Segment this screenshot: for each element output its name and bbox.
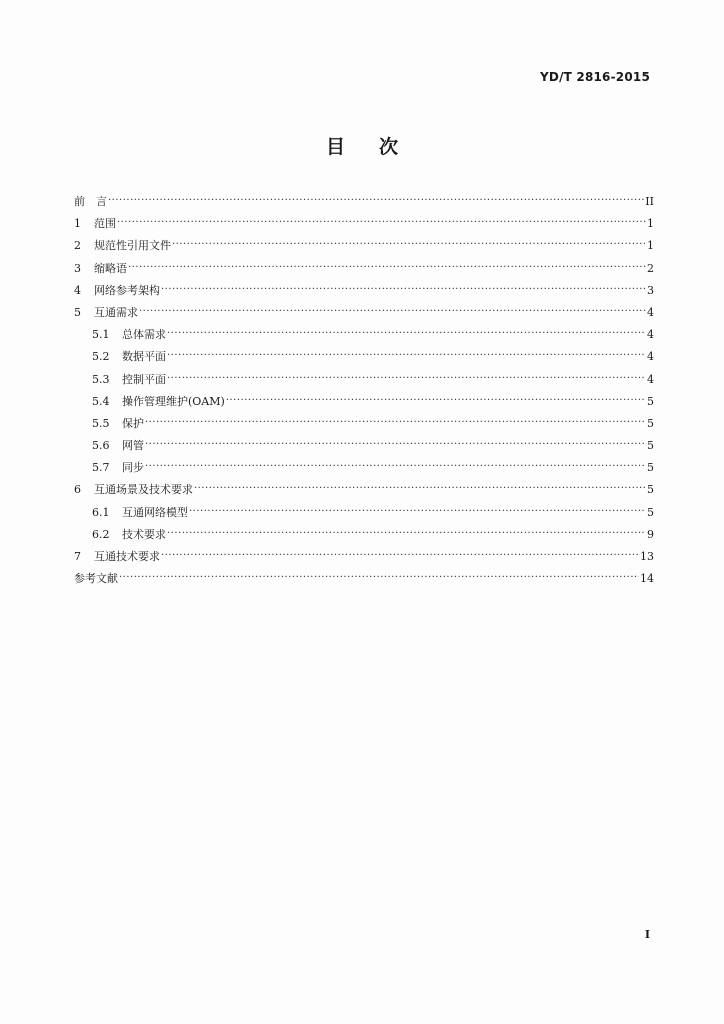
toc-entry-label: 互通场景及技术要求 [94,483,193,497]
toc-entry-page: 4 [647,305,654,319]
toc-entry[interactable] [74,215,654,237]
toc-entry-page: 5 [647,416,654,430]
toc-entry-page: 5 [647,394,654,408]
toc-entry[interactable] [74,437,654,459]
toc-entry-number: 5.1 [92,328,110,342]
toc-entry-label: 参考文献 [74,572,118,586]
dot-leader [139,304,646,316]
toc-entry-label: 互通技术要求 [94,550,160,563]
toc-entry[interactable] [74,326,654,348]
toc-entry-label: 网络参考架构 [94,283,160,297]
toc-entry-page: 5 [647,461,654,475]
dot-leader [117,215,646,227]
toc-entry-page: 3 [647,283,654,297]
toc-entry-page: 4 [647,372,654,386]
dot-leader [119,570,639,582]
dot-leader [167,348,646,360]
toc-entry-label: 互通网络模型 [122,505,188,519]
toc-entry-label: 范围 [94,217,116,231]
toc-entry-label: 同步 [122,461,144,475]
toc-entry-page: 4 [647,350,654,364]
dot-leader [167,526,646,538]
toc-entry[interactable] [74,348,654,370]
toc-entry[interactable] [74,282,654,304]
toc-entry-label: 前 言 [74,195,107,208]
toc-entry[interactable] [74,459,654,481]
toc-entry-page: 4 [647,328,654,342]
toc-entry-label: 规范性引用文件 [94,239,171,253]
toc-entry-label: 操作管理维护(OAM) [122,394,225,408]
toc-entry-label: 控制平面 [122,372,166,386]
toc-entry-page: 1 [647,239,654,253]
dot-leader [161,282,646,294]
toc-entry-number: 4 [74,283,81,297]
toc-entry[interactable] [74,526,654,548]
toc-entry[interactable] [74,371,654,393]
toc-entry-page: II [645,195,654,208]
toc-entry[interactable] [74,260,654,282]
dot-leader [226,393,646,405]
dot-leader [145,459,646,471]
toc-entry-number: 5.6 [92,439,110,453]
toc-entry-label: 互通需求 [94,305,138,319]
dot-leader [108,193,644,205]
toc-entry-label: 保护 [122,416,144,430]
toc-entry-label: 网管 [122,439,144,453]
dot-leader [161,548,639,560]
toc-entry-number: 6.1 [92,505,110,519]
table-of-contents [74,193,654,592]
page-number: I [644,928,650,941]
dot-leader [145,415,646,427]
dot-leader [189,504,646,516]
toc-entry-number: 1 [74,217,81,231]
toc-entry-number: 5.4 [92,394,110,408]
toc-entry-label: 数据平面 [122,350,166,364]
toc-entry[interactable] [74,393,654,415]
toc-entry-number: 5.5 [92,416,110,430]
toc-entry[interactable] [74,504,654,526]
toc-entry-number: 5.7 [92,461,110,475]
toc-entry[interactable] [74,570,654,592]
toc-entry-page: 5 [647,439,654,453]
toc-title: 目次 [325,136,432,158]
toc-entry-number: 2 [74,239,81,253]
toc-entry-number: 6.2 [92,527,110,541]
toc-entry-number: 6 [74,483,81,497]
dot-leader [172,237,646,249]
toc-entry-page: 14 [640,572,654,586]
dot-leader [128,260,646,272]
toc-entry-page: 5 [647,505,654,519]
toc-entry-number: 5.2 [92,350,110,364]
toc-entry[interactable] [74,415,654,437]
toc-entry[interactable] [74,304,654,326]
toc-entry-page: 2 [647,261,654,275]
toc-entry[interactable] [74,237,654,259]
toc-entry-page: 5 [647,483,654,497]
dot-leader [145,437,646,449]
standard-code: YD/T 2816-2015 [540,70,650,84]
toc-entry-label: 缩略语 [94,261,127,275]
toc-entry-number: 5 [74,305,81,319]
toc-entry-label: 技术要求 [122,527,166,541]
toc-entry-label: 总体需求 [122,328,166,342]
dot-leader [167,326,646,338]
toc-entry[interactable] [74,193,654,215]
toc-entry-page: 1 [647,217,654,231]
toc-entry-page: 9 [647,527,654,541]
dot-leader [194,481,646,493]
toc-entry[interactable] [74,548,654,570]
toc-entry-number: 3 [74,261,81,275]
dot-leader [167,371,646,383]
toc-entry-number: 5.3 [92,372,110,386]
toc-entry-number: 7 [74,550,81,563]
toc-entry-page: 13 [640,550,654,563]
toc-entry[interactable] [74,481,654,503]
